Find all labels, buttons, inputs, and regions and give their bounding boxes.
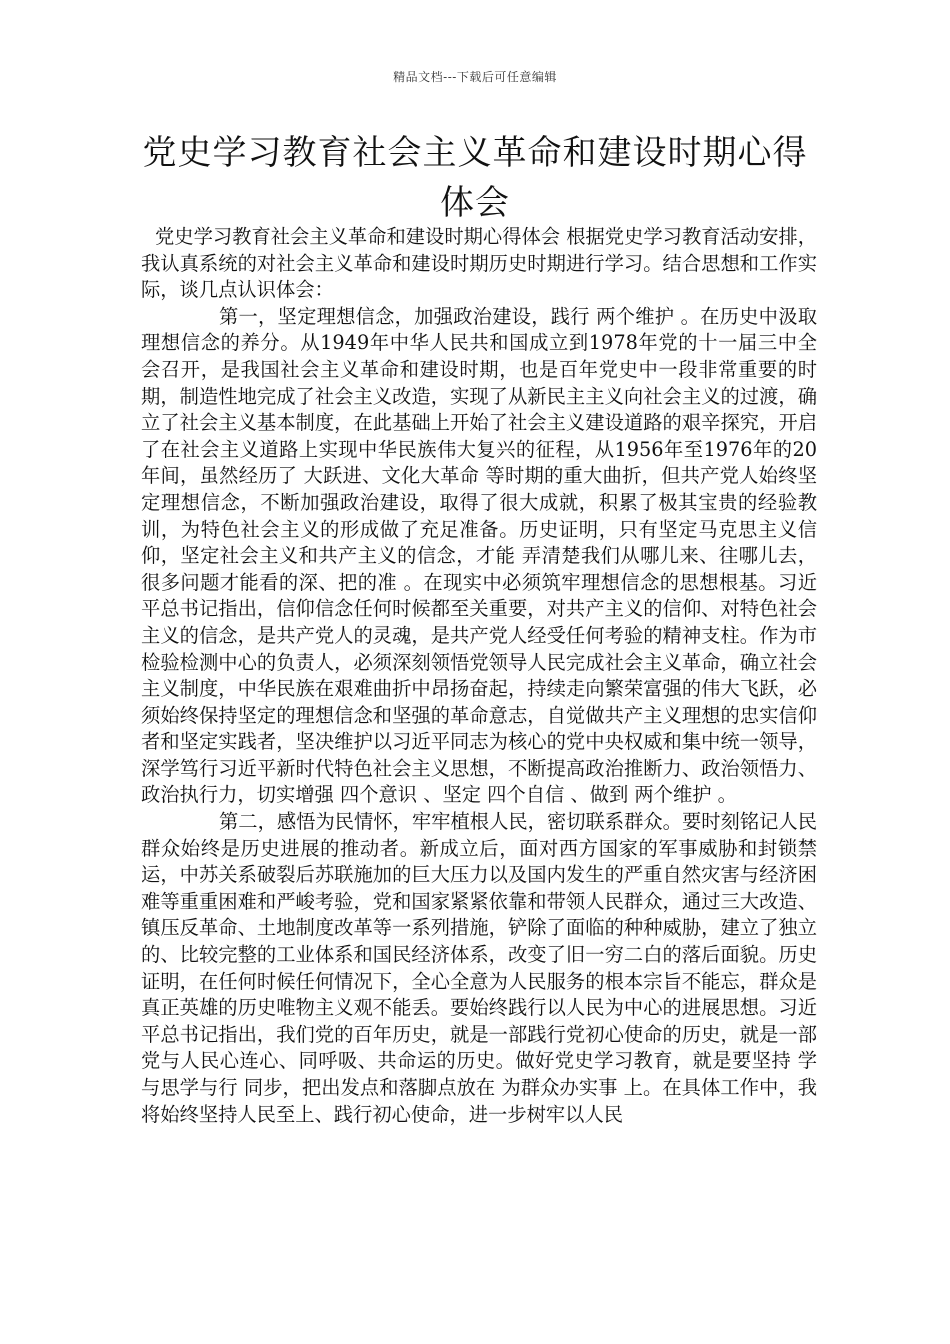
document-body xyxy=(141,224,817,1128)
document-title: 党史学习教育社会主义革命和建设时期心得体会 xyxy=(142,133,808,223)
paragraph-second: 第二，感悟为民情怀，牢牢植根人民，密切联系群众。要时刻铭记人民群众始终是历史进展的推动者。新成立后，面对西方国家的军事威胁和封锁禁运，中苏关系破裂后苏联施加的巨大压力以及国内发生的严重自然灾害与经济困难等重重困难和严峻考验，党和国家紧紧依靠和带领人民群众，通过三大改造、镇压反革命、土地制度改革等一系列措施，铲除了面临的种种威胁，建立了独立的、比较完整的工业体系和国民经济体系，改变了旧一穷二白的落后面貌。历史证明，在任何时候任何情况下，全心全意为人民服务的根本宗旨不能忘，群众是真正英雄的历史唯物主义观不能丢。要始终践行以人民为中心的进展思想。习近平总书记指出，我们党的百年历史，就是一部践行党初心使命的历史，就是一部党与人民心连心、同呼吸、共命运的历史。做好党史学习教育，就是要坚持 学与思学与行 同步，把出发点和落脚点放在 为群众办实事 上。在具体工作中，我将始终坚持人民至上、践行初心使命，进一步树牢以人民 xyxy=(141,810,817,1126)
paragraph-first: 第一，坚定理想信念，加强政治建设，践行 两个维护 。在历史中汲取理想信念的养分。从1949年中华人民共和国成立到1978年党的十一届三中全会召开，是我国社会主义革命和建设时期，也是百年党史中一段非常重要的时期，制造性地完成了社会主义改造，实现了从新民主主义向社会主义的过渡，确立了社会主义基本制度，在此基础上开始了社会主义建设道路的艰辛探究，开启了在社会主义道路上实现中华民族伟大复兴的征程，从1956年至1976年的20年间，虽然经历了 大跃进、文化大革命 等时期的重大曲折，但共产党人始终坚定理想信念，不断加强政治建设，取得了很大成就，积累了极其宝贵的经验教训，为特色社会主义的形成做了充足准备。历史证明，只有坚定马克思主义信仰，坚定社会主义和共产主义的信念，才能 弄清楚我们从哪儿来、往哪儿去，很多问题才能看的深、把的准 。在现实中必须筑牢理想信念的思想根基。习近平总书记指出，信仰信念任何时候都至关重要，对共产主义的信仰、对特色社会主义的信念，是共产党人的灵魂，是共产党人经受任何考验的精神支柱。作为市检验检测中心的负责人，必须深刻领悟党领导人民完成社会主义革命，确立社会主义制度，中华民族在艰难曲折中昂扬奋起，持续走向繁荣富强的伟大飞跃，必须始终保持坚定的理想信念和坚强的革命意志，自觉做共产主义理想的忠实信仰者和坚定实践者，坚决维护以习近平同志为核心的党中央权威和集中统一领导，深学笃行习近平新时代特色社会主义思想，不断提高政治推断力、政治领悟力、政治执行力，切实增强 四个意识 、坚定 四个自信 、做到 两个维护 。 xyxy=(141,304,817,807)
header-note: 精品文档---下载后可任意编辑 xyxy=(393,70,557,84)
paragraph-intro: 党史学习教育社会主义革命和建设时期心得体会 根据党史学习教育活动安排，我认真系统的对社会主义革命和建设时期历史时期进行学习。结合思想和工作实际，谈几点认识体会： xyxy=(141,225,817,302)
